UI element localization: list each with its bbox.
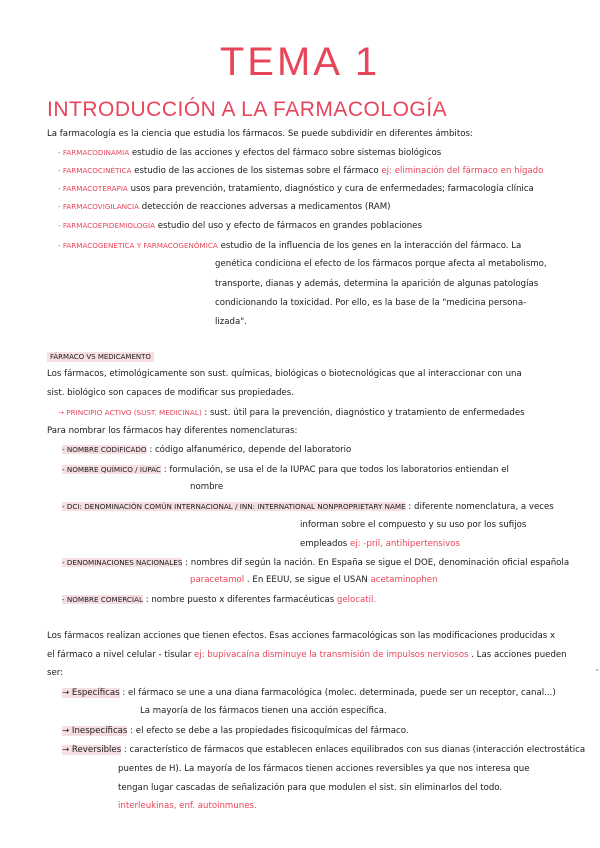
action-text: : característico de fármacos que establecen enlaces equilibrados con sus dianas (interacción electrostática <box>123 745 586 755</box>
name-label: - NOMBRE QUÍMICO / IUPAC <box>62 465 161 474</box>
name-label: - NOMBRE COMERCIAL <box>62 595 143 604</box>
name-example: paracetamol <box>190 575 245 585</box>
section-heading: FÁRMACO VS MEDICAMENTO <box>47 352 154 362</box>
action-example: interleukinas, enf. autoinmunes. <box>118 801 257 811</box>
branch-item <box>58 219 422 233</box>
name-item <box>62 443 351 457</box>
action-cont: La mayoría de los fármacos tienen una acción específica. <box>140 706 387 716</box>
branch-item <box>58 164 543 178</box>
name-text: : código alfanumérico, depende del laboratorio <box>149 445 352 455</box>
name-cont: . En EEUU, se sigue el USAN <box>246 575 368 585</box>
action-label: → Inespecíficas <box>62 726 128 736</box>
action-type <box>62 744 585 757</box>
action-cont: tengan lugar cascadas de señalización para que modulen el sist. sin eliminarlos del todo. <box>118 783 503 793</box>
name-item <box>190 574 438 587</box>
branch-item <box>58 146 441 160</box>
name-example: gelocatil. <box>336 595 377 605</box>
principio-activo <box>58 406 525 420</box>
branch-text: detección de reacciones adversas a medicamentos (RAM) <box>141 202 391 212</box>
name-item <box>62 556 569 570</box>
name-label: - NOMBRE CODIFICADO <box>62 445 147 454</box>
action-type <box>62 725 409 738</box>
name-text: : diferente nomenclatura, a veces <box>408 502 554 512</box>
branch-text: usos para prevención, tratamiento, diagnóstico y cura de enfermedades; farmacología clínica <box>130 184 534 194</box>
branch-text: estudio de la influencia de los genes en la interacción del fármaco. La <box>220 241 522 251</box>
branch-text: estudio del uso y efecto de fármacos en grandes poblaciones <box>157 221 422 231</box>
branch-label: - FARMACOTERAPIA <box>58 184 128 193</box>
name-item <box>62 593 376 607</box>
body-text: el fármaco a nivel celular - tisular <box>47 650 192 660</box>
branch-text: estudio de las acciones de los sistemas sobre el fármaco <box>134 166 379 176</box>
name-cont: nombre <box>190 482 224 492</box>
name-cont: empleados <box>300 539 348 549</box>
name-label: - DENOMINACIONES NACIONALES <box>62 558 183 567</box>
nomenclature-intro: Para nombrar los fármacos hay diferentes nomenclaturas: <box>47 426 298 436</box>
principio-text: : sust. útil para la prevención, diagnóstico y tratamiento de enfermedades <box>204 408 525 418</box>
page-marker: ' <box>596 668 599 677</box>
branch-example: ej: eliminación del fármaco en hígado <box>381 166 544 176</box>
branch-label: - FARMACOCINÉTICA <box>58 166 132 175</box>
name-cont: informan sobre el compuesto y su uso por los sufijos <box>300 520 527 530</box>
section-title: INTRODUCCIÓN A LA FARMACOLOGÍA <box>47 98 448 121</box>
name-item <box>62 500 554 514</box>
branch-label: - FARMACODINAMIA <box>58 148 130 157</box>
name-item <box>62 463 509 477</box>
name-example-2: acetaminophen <box>370 575 438 585</box>
genomics-line: condicionando la toxicidad. Por ello, es la base de la "medicina persona- <box>215 298 527 308</box>
action-example: ej: bupivacaína disminuye la transmisión de impulsos nerviosos <box>193 650 469 660</box>
body-line: sist. biológico son capaces de modificar sus propiedades. <box>47 388 294 398</box>
genomics-line: transporte, dianas y además, determina la aparición de algunas patologías <box>215 279 539 289</box>
name-text: : formulación, se usa el de la IUPAC para que todos los laboratorios entiendan el <box>163 465 509 475</box>
action-cont: puentes de H). La mayoría de los fármacos tienen acciones reversibles ya que nos interesa que <box>118 764 530 774</box>
intro-text: La farmacología es la ciencia que estudia los fármacos. Se puede subdividir en diferentes ámbitos: <box>47 129 473 139</box>
body-line: ser: <box>47 668 64 678</box>
page-title: TEMA 1 <box>219 40 381 84</box>
body-line: Los fármacos realizan acciones que tienen efectos. Esas acciones farmacológicas son las modificaciones producidas x <box>47 631 556 641</box>
action-label: → Reversibles <box>62 745 122 755</box>
branch-item <box>58 200 391 214</box>
body-line <box>47 649 567 662</box>
body-text: . Las acciones pueden <box>471 650 567 660</box>
name-example: ej: -pril, antihipertensivos <box>349 539 460 549</box>
name-item <box>300 538 460 551</box>
action-type <box>62 687 556 700</box>
genomics-line: lizada". <box>215 317 247 327</box>
body-line: Los fármacos, etimológicamente son sust. químicas, biológicas o biotecnológicas que al interaccionar con una <box>47 369 522 379</box>
genomics-line: genética condiciona el efecto de los fármacos porque afecta al metabolismo, <box>215 259 547 269</box>
action-text: : el efecto se debe a las propiedades fisicoquímicas del fármaco. <box>130 726 409 736</box>
name-text: : nombre puesto x diferentes farmacéuticas <box>145 595 335 605</box>
branch-text: estudio de las acciones y efectos del fármaco sobre sistemas biológicos <box>131 148 442 158</box>
branch-item <box>58 239 521 253</box>
principio-label: → PRINCIPIO ACTIVO (SUST. MEDICINAL) <box>58 408 202 417</box>
action-label: → Específicas <box>62 688 120 698</box>
branch-label: - FARMACOVIGILANCIA <box>58 202 140 211</box>
name-label: - DCI: DENOMINACIÓN COMÚN INTERNACIONAL / INN: INTERNATIONAL NONPROPRIETARY NAME <box>62 502 406 511</box>
branch-label: - FARMACOEPIDEMIOLOGÍA <box>58 221 155 230</box>
branch-item <box>58 182 534 196</box>
branch-label: - FARMACOGENÉTICA Y FARMACOGENÓMICA <box>58 241 218 250</box>
name-text: : nombres dif según la nación. En España se sigue el DOE, denominación oficial española <box>185 558 570 568</box>
action-text: : el fármaco se une a una diana farmacológica (molec. determinada, puede ser un receptor, canal...) <box>122 688 556 698</box>
